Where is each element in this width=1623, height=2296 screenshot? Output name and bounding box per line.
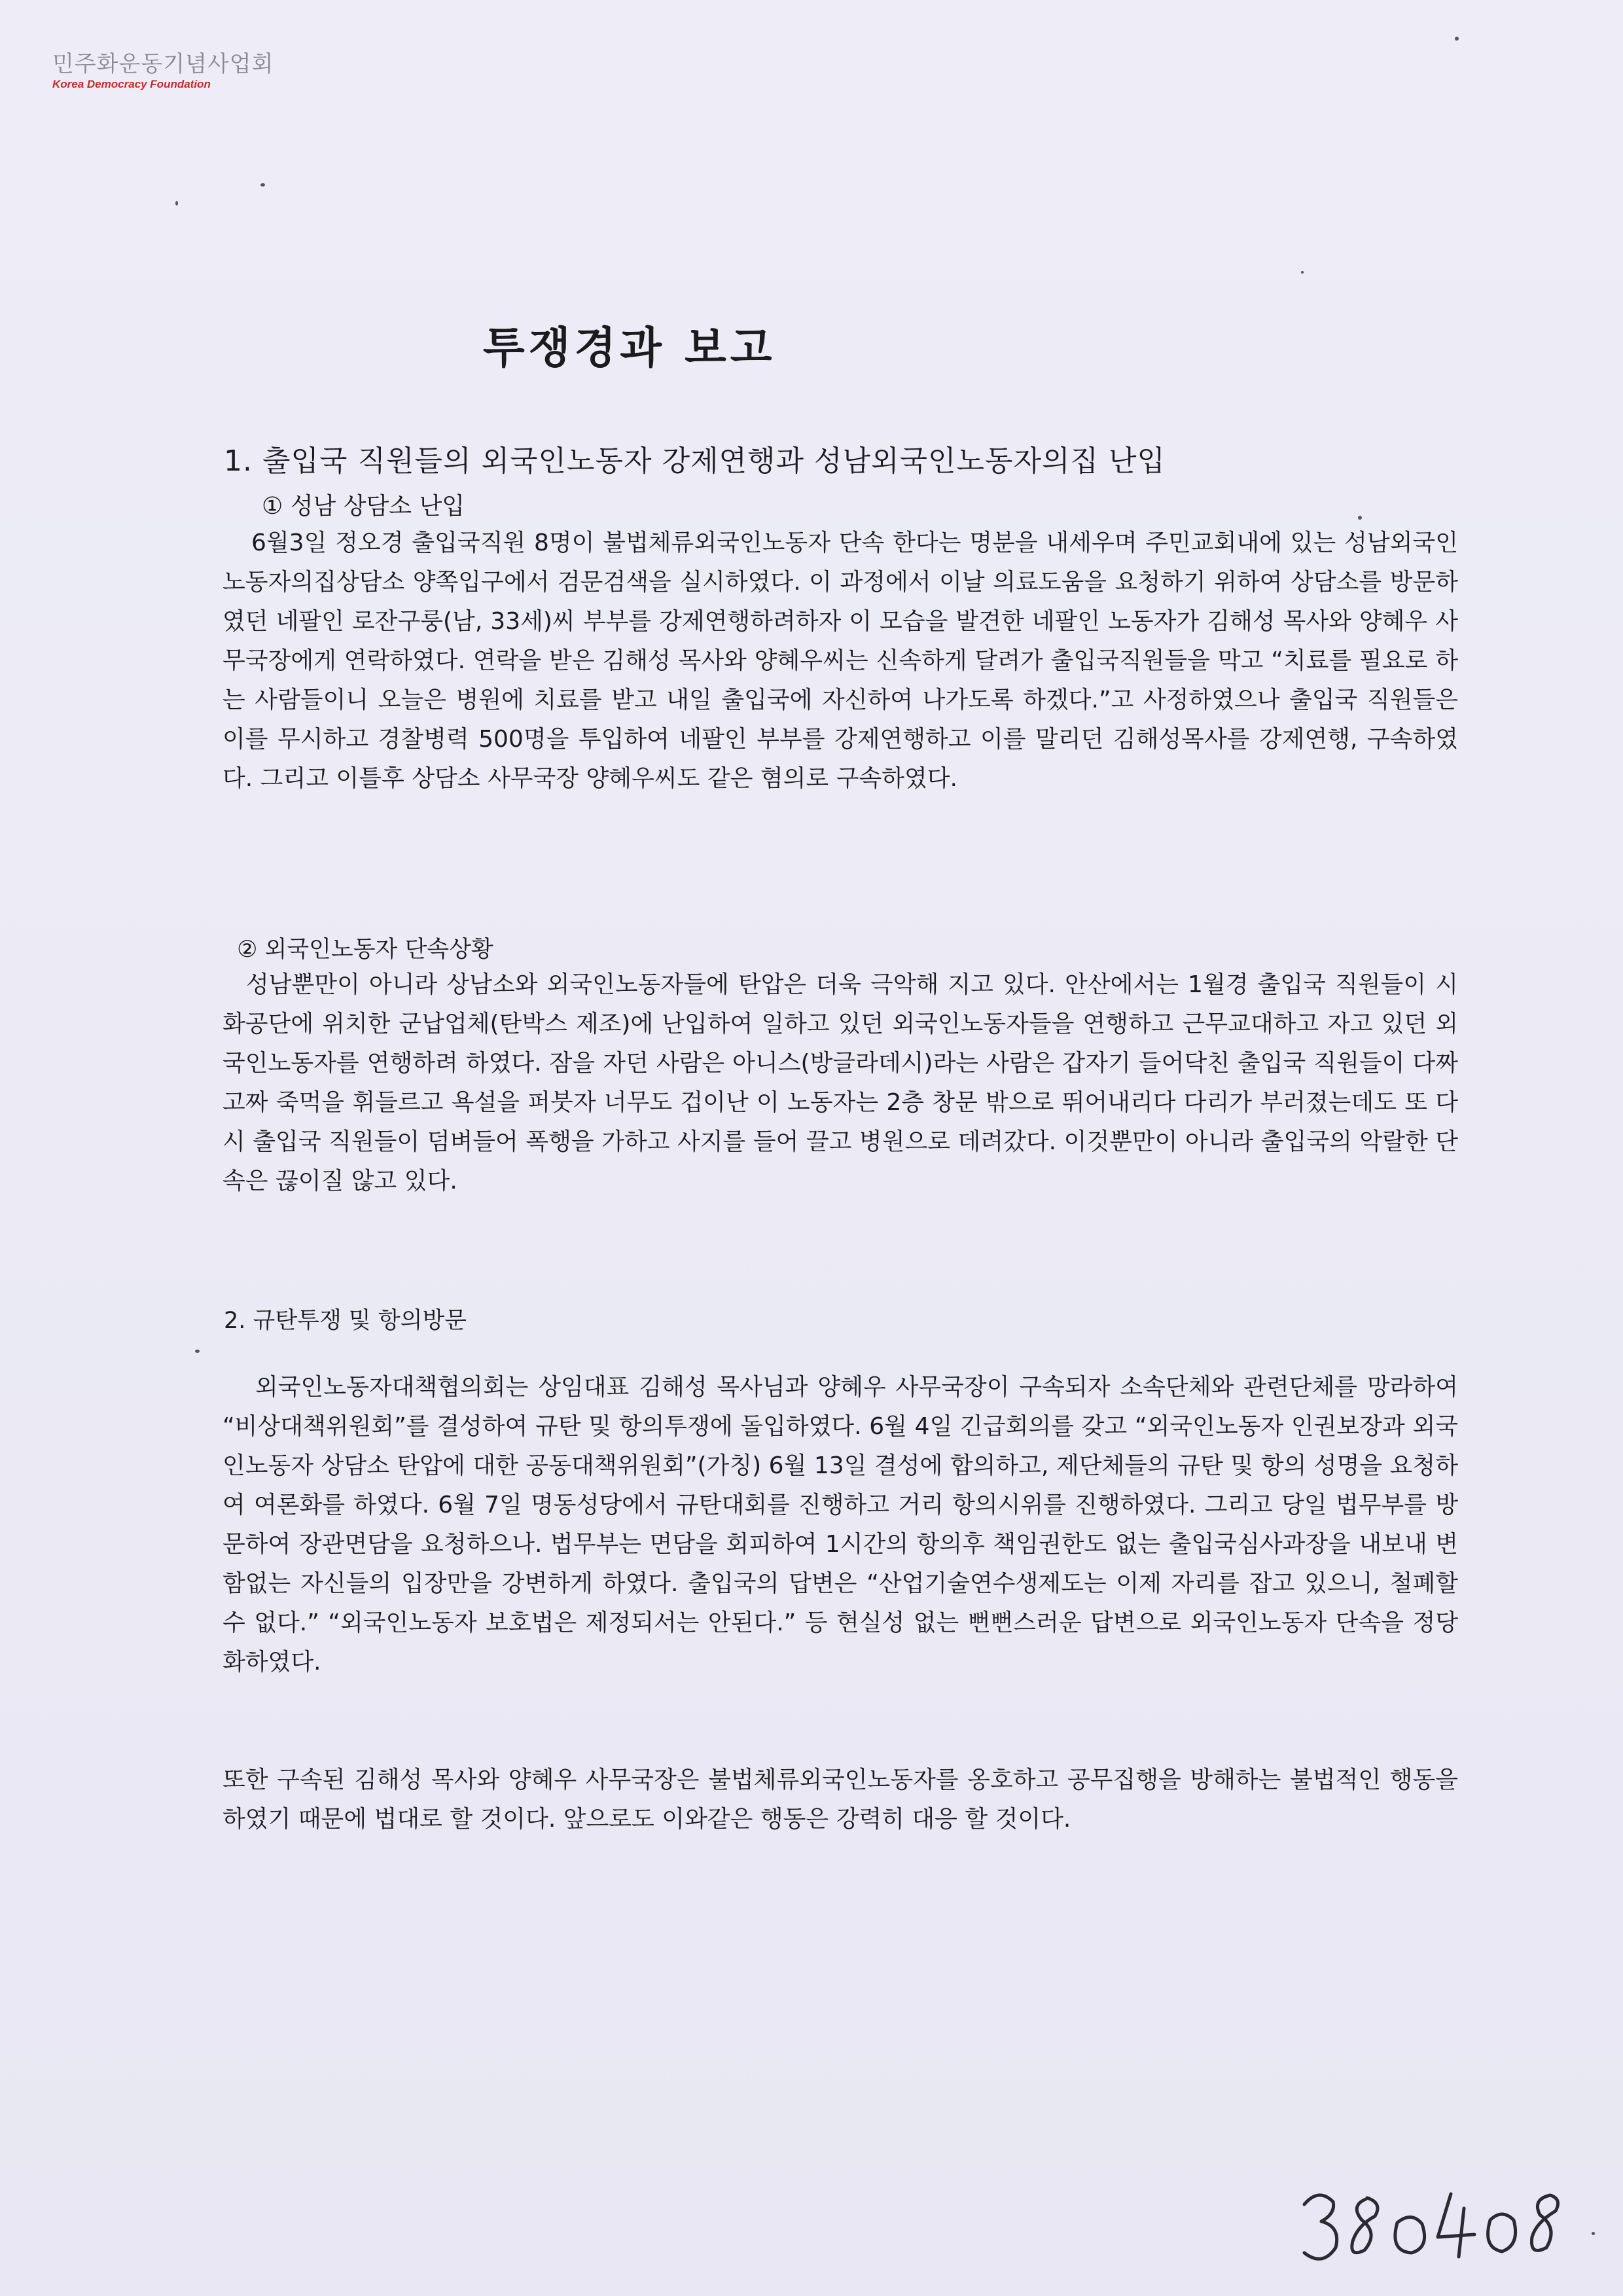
subsection-1-paragraph: 6월3일 정오경 출입국직원 8명이 불법체류외국인노동자 단속 한다는 명분을 내세우며 주민교회내에 있는 성남외국인노동자의집상담소 양쪽입구에서 검문검색을 실시하였다. 이 과정에서 이날 의료도움을 요청하기 위하여 상담소를 방문하였던 네팔인 로잔구룽(남, 33세)씨 부부를 강제연행하려하자 이 모습을 발견한 네팔인 노동자가 김해성 목사와 양혜우 사무국장에게 연락하였다. 연락을 받은 김해성 목사와 양혜우씨는 신속하게 달려가 출입국직원들을 막고 “치료를 필요로 하는 사람들이니 오늘은 병원에 치료를 받고 내일 출입국에 자신하여 나가도록 하겠다.”고 사정하였으나 출입국 직원들은 이를 무시하고 경찰병력 500명을 투입하여 네팔인 부부를 강제연행하고 이를 말리던 김해성목사를 강제연행, 구속하였다. 그리고 이틀후 상담소 사무국장 양혜우씨도 같은 혐의로 구속하였다.: [223, 529, 1458, 792]
scan-speck: [1358, 516, 1362, 520]
section-1-heading: 1. 출입국 직원들의 외국인노동자 강제연행과 성남외국인노동자의집 난입: [224, 444, 1166, 478]
scan-speck: [195, 1350, 200, 1353]
scan-speck: [175, 201, 178, 206]
scan-speck: [1455, 37, 1459, 41]
scan-speck: [260, 183, 265, 187]
scan-speck: [1301, 271, 1304, 274]
handwritten-document-number: [1299, 2179, 1574, 2278]
logo-english-text: Korea Democracy Foundation: [52, 78, 211, 90]
section-2-paragraph-2: 또한 구속된 김해성 목사와 양혜우 사무국장은 불법체류외국인노동자를 옹호하고 공무집행을 방해하는 불법적인 행동을 하였기 때문에 법대로 할 것이다. 앞으로도 이와같은 행동은 강력히 대응 할 것이다.: [223, 1767, 1458, 1833]
section-2-paragraph-1: 외국인노동자대책협의회는 상임대표 김해성 목사님과 양혜우 사무국장이 구속되자 소속단체와 관련단체를 망라하여 “비상대책위원회”를 결성하여 규탄 및 항의투쟁에 돌입하였다. 6월 4일 긴급회의를 갖고 “외국인노동자 인권보장과 외국인노동자 상담소 탄압에 대한 공동대책위원회”(가칭) 6월 13일 결성에 합의하고, 제단체들의 규탄 및 항의 성명을 요청하여 여론화를 하였다. 6월 7일 명동성당에서 규탄대회를 진행하고 거리 항의시위를 진행하였다. 그리고 당일 법무부를 방문하여 장관면담을 요청하으나. 법무부는 면담을 회피하여 1시간의 항의후 책임권한도 없는 출입국심사과장을 내보내 변함없는 자신들의 입장만을 강변하게 하였다. 출입국의 답변은 “산업기술연수생제도는 이제 자리를 잡고 있으니, 철폐할 수 없다.” “외국인노동자 보호법은 제정되서는 안된다.” 등 현실성 없는 뻔뻔스러운 답변으로 외국인노동자 단속을 정당화하였다.: [223, 1374, 1458, 1676]
scan-speck: [1592, 2232, 1595, 2235]
section-2-heading: 2. 규탄투쟁 및 항의방문: [224, 1308, 467, 1334]
logo-korean-text: 민주화운동기념사업회: [52, 51, 274, 77]
document-title: 투쟁경과 보고: [483, 323, 776, 373]
subsection-2-heading: ② 외국인노동자 단속상황: [237, 937, 493, 963]
subsection-2-paragraph: 성남뿐만이 아니라 상남소와 외국인노동자들에 탄압은 더욱 극악해 지고 있다. 안산에서는 1월경 출입국 직원들이 시화공단에 위치한 군납업체(탄박스 제조)에 난입하여 일하고 있던 외국인노동자들을 연행하고 근무교대하고 자고 있던 외국인노동자를 연행하려 하였다. 잠을 자던 사람은 아니스(방글라데시)라는 사람은 갑자기 들어닥친 출입국 직원들이 다짜고짜 죽먹을 휘들르고 욕설을 퍼붓자 너무도 겁이난 이 노동자는 2층 창문 밖으로 뛰어내리다 다리가 부러졌는데도 또 다시 출입국 직원들이 덤벼들어 폭행을 가하고 사지를 들어 끌고 병원으로 데려갔다. 이것뿐만이 아니라 출입국의 악랄한 단속은 끊이질 않고 있다.: [223, 971, 1458, 1194]
subsection-1-heading: ① 성남 상담소 난입: [262, 493, 465, 520]
foundation-logo: [52, 51, 274, 92]
